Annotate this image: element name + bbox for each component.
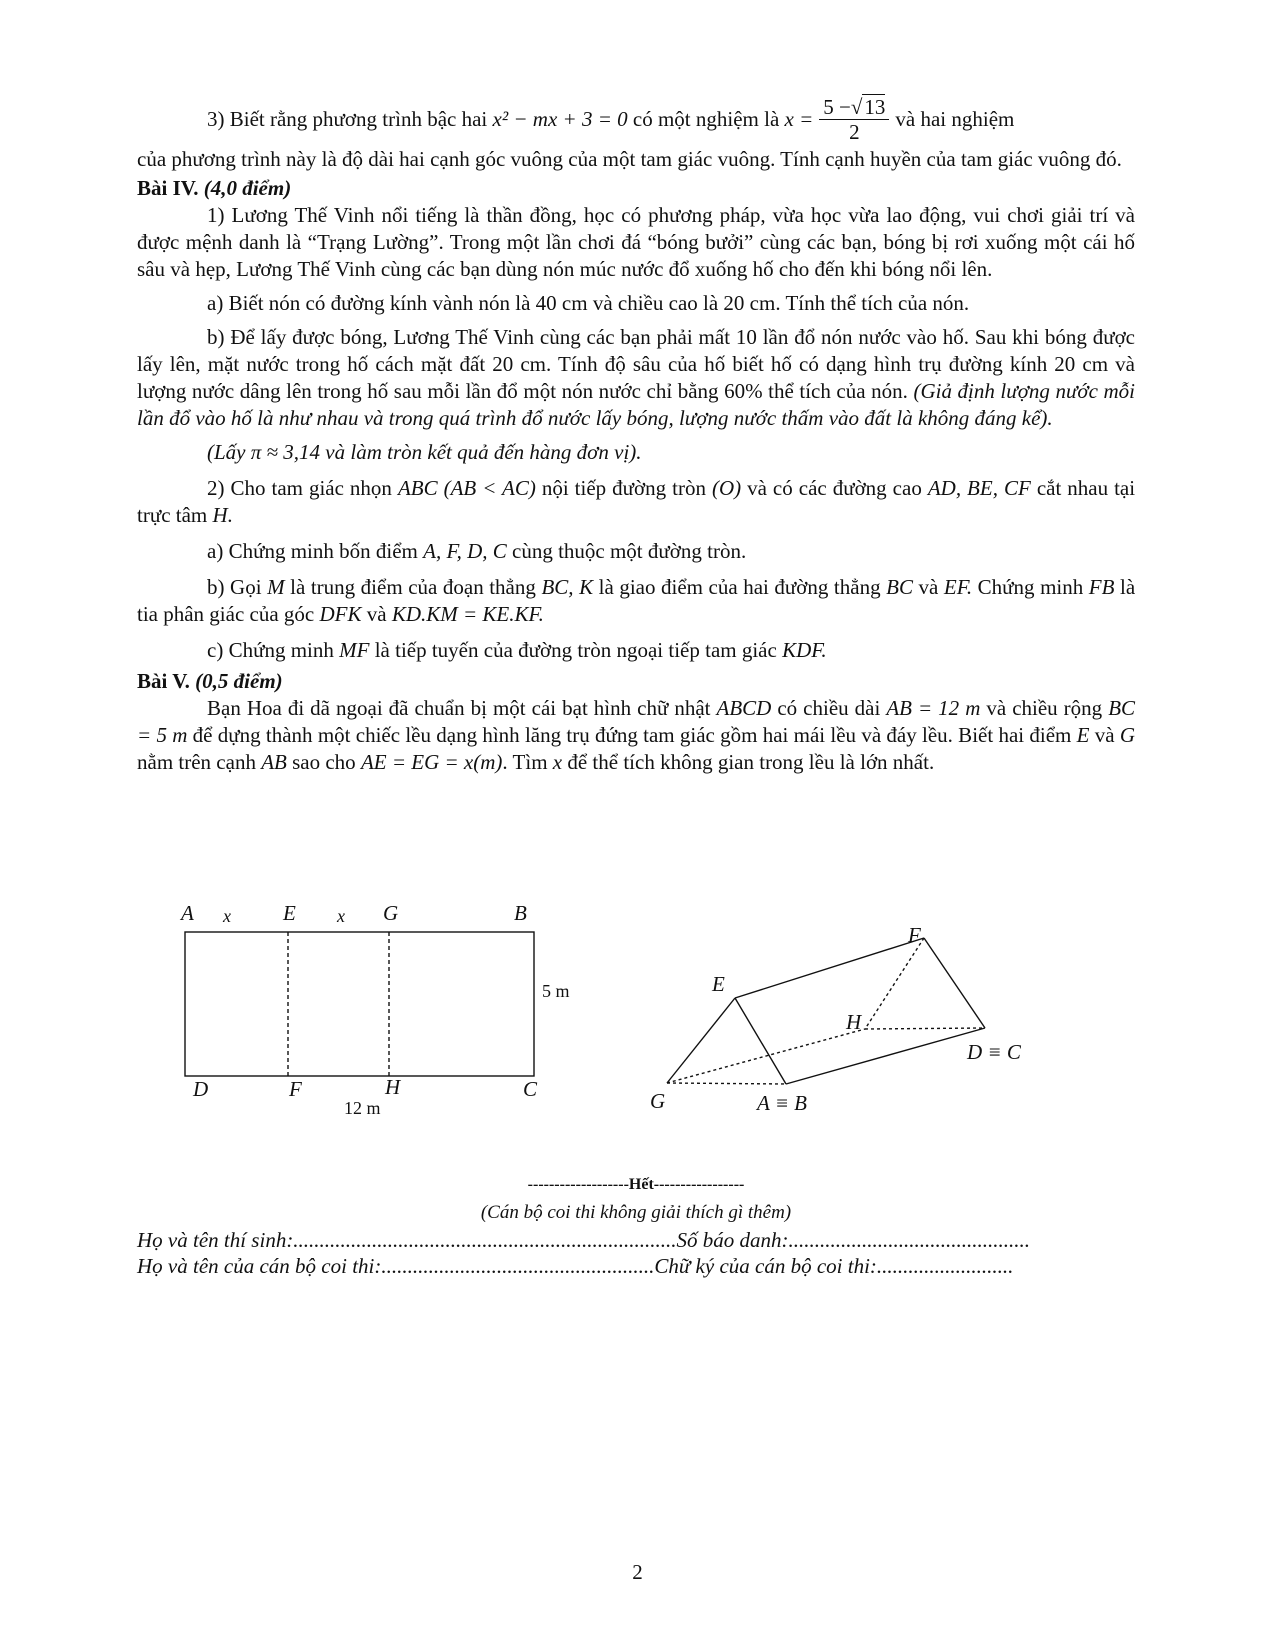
bai5-heading: Bài V. (0,5 điểm) [137,669,283,693]
tent-figures [137,901,1135,1170]
label-G: G [383,901,399,925]
bai4-paragraph-1: 1) Lương Thế Vinh nổi tiếng là thần đồng, học có phương pháp, vừa học vừa lao động, vui chơi giải trí và được mệnh danh là “Trạng Lường”. Trong một lần chơi đá “bóng bưởi” cùng các bạn, bóng bị rơi xuống một cái hố sâu và hẹp, Lương Thế Vinh cùng các bạn dùng nón múc nước đổ xuống hố cho đến khi bóng nổi lên. [137,203,1135,281]
q3-line2: của phương trình này là độ dài hai cạnh góc vuông của một tam giác vuông. Tính cạnh huyền của tam giác vuông đó. [137,147,1122,171]
q3-text-post: và hai nghiệm [895,106,1015,131]
label-H: H [385,1075,401,1099]
label-F: F [289,1077,302,1101]
prism-figure [667,938,985,1084]
rectangle-abcd [185,932,534,1076]
label-prism-E: E [712,972,725,996]
label-prism-H: H [846,1010,862,1034]
label-B: B [514,901,527,925]
edge-HD [865,1028,985,1029]
edge-EF [735,938,924,998]
q3-fraction: $\frac{5 -√13}{2}$ [819,95,889,144]
edge-GE [667,998,735,1083]
bai5-paragraph: Bạn Hoa đi dã ngoại đã chuẩn bị một cái bạt hình chữ nhật ABCD có chiều dài AB = 12 m và chiều rộng BC = 5 m để dựng thành một chiếc lều dạng hình lăng trụ đứng tam giác gồm hai mái lều và đáy lều. Biết hai điểm E và G nằm trên cạnh AB sao cho AE = EG = x(m). Tìm x để thể tích không gian trong lều là lớn nhất. [137,696,1136,774]
edge-FD [924,938,985,1028]
figures-area [137,901,1135,1170]
question-3 [137,92,1135,146]
supervisor-info-line: Họ và tên của cán bộ coi thi:....................................................Chữ ký của cán bộ coi thi:.......................... [137,1254,1014,1278]
q3-equation: x² − mx + 3 = 0 [492,106,628,131]
bai4-question-2c: c) Chứng minh MF là tiếp tuyến của đường tròn ngoại tiếp tam giác KDF. [207,638,827,662]
document-body [137,92,1135,776]
bai4-part-b: b) Để lấy được bóng, Lương Thế Vinh cùng các bạn phải mất 10 lần đổ nón nước vào hố. Sau khi bóng được lấy lên, mặt nước trong hố cách mặt đất 20 cm. Tính độ sâu của hố biết hố có dạng hình trụ đường kính 20 cm và lượng nước dâng lên trong hố sau mỗi lần đổ một nón nước chỉ bằng 60% thể tích của nón. (Giả định lượng nước mỗi lần đổ vào hố là như nhau và trong quá trình đổ nước lấy bóng, lượng nước thấm vào đất là không đáng kể). [137,325,1136,430]
end-marker: -------------------Hết----------------- [527,1176,745,1193]
q3-frac-root: 13 [864,94,886,119]
label-prism-G: G [650,1089,666,1113]
q3-text-pre: 3) Biết rằng phương trình bậc hai [207,106,488,131]
q3-x-equals: x = [784,106,814,131]
label-width-5m: 5 m [542,981,570,1001]
edge-AD [786,1028,985,1084]
q3-text-mid: có một nghiệm là [632,106,780,131]
bai4-question-2b: b) Gọi M là trung điểm của đoạn thẳng BC, K là giao điểm của hai đường thẳng BC và EF. Chứng minh FB là tia phân giác của góc DFK và KD.KM = KE.KF. [137,575,1136,626]
bai4-note: (Lấy π ≈ 3,14 và làm tròn kết quả đến hàng đơn vị). [207,440,642,464]
label-E: E [283,901,296,925]
label-prism-AB: A ≡ B [757,1091,807,1115]
bai4-part-a: a) Biết nón có đường kính vành nón là 40 cm và chiều cao là 20 cm. Tính thể tích của nón. [207,291,970,315]
label-prism-DC: D ≡ C [967,1040,1021,1064]
label-x2: x [337,906,345,926]
bai4-question-2: 2) Cho tam giác nhọn ABC (AB < AC) nội tiếp đường tròn (O) và có các đường cao AD, BE, CF cắt nhau tại trực tâm H. [137,476,1136,527]
bai4-heading: Bài IV. (4,0 điểm) [137,176,292,200]
q3-frac-den: 2 [849,119,860,144]
edge-GA [667,1083,786,1084]
edge-EA [735,998,786,1084]
rectangle-figure [185,932,534,1076]
end-note: (Cán bộ coi thi không giải thích gì thêm) [480,1202,792,1223]
label-D: D [193,1077,209,1101]
label-A: A [181,901,194,925]
bai4-question-2a: a) Chứng minh bốn điểm A, F, D, C cùng thuộc một đường tròn. [207,539,747,563]
candidate-info-line: Họ và tên thí sinh:.........................................................................Số báo danh:.............................................. [137,1228,1031,1252]
q3-frac-num-a: 5 − [823,94,851,119]
label-x1: x [223,906,231,926]
page-number: 2 [632,1560,643,1584]
label-length-12m: 12 m [344,1098,381,1118]
label-C: C [523,1077,538,1101]
edge-FH [865,938,924,1029]
edge-GH [667,1029,865,1083]
label-prism-F: F [908,923,921,947]
